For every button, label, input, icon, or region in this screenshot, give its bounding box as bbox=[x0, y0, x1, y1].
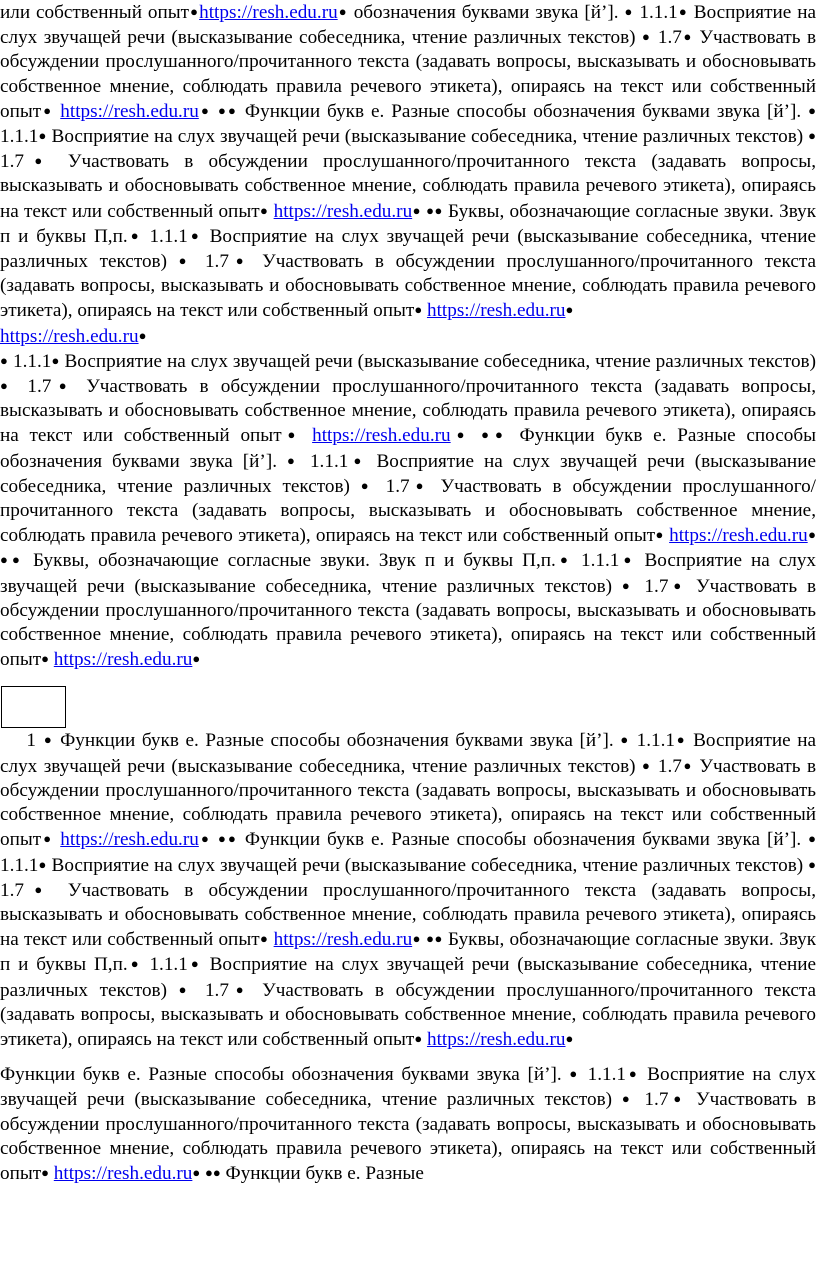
bullet-icon: ● bbox=[655, 527, 664, 543]
resh-link[interactable]: https://resh.edu.ru bbox=[53, 649, 193, 671]
bullet-icon: ● bbox=[337, 4, 348, 19]
text-run: 1.1.1 bbox=[0, 126, 39, 148]
bullet-icon: ● bbox=[51, 352, 60, 368]
resh-link[interactable]: https://resh.edu.ru bbox=[60, 100, 199, 122]
text-run: 1.1.1 bbox=[633, 2, 678, 23]
bullet-icon: ● bbox=[565, 302, 574, 318]
bullet-icon: ● bbox=[426, 931, 435, 947]
text-run: Участвовать в обсуждении прослушанного/прочитанного текста (задавать вопросы, высказывать и обосновывать собственное мнение, соблюдать правила речевого этикета), опираясь на текст или собственный опыт bbox=[0, 251, 816, 322]
text-run: Восприятие на слух звучащей речи (высказывание собеседника, чтение различных текстов) bbox=[46, 126, 809, 148]
text-run: Функции букв е. Разные способы обозначения буквами звука [й’]. bbox=[237, 100, 809, 122]
resh-link[interactable]: https://resh.edu.ru bbox=[0, 325, 139, 347]
text-run: 1.7 bbox=[374, 475, 410, 497]
bullet-icon: ● bbox=[412, 202, 421, 218]
bullet-icon: ● bbox=[450, 427, 471, 443]
resh-link[interactable]: https://resh.edu.ru bbox=[60, 829, 199, 851]
bullet-icon: ● bbox=[178, 981, 194, 997]
bullet-icon: ● bbox=[808, 102, 816, 118]
bullet-icon: ● bbox=[808, 856, 816, 872]
text-run: Участвовать в обсуждении прослушанного/прочитанного текста (задавать вопросы, высказывать и обосновывать собственное мнение, соблюдать правила речевого этикета), опираясь на текст или собственный опыт bbox=[0, 575, 816, 671]
bullet-icon: ● bbox=[807, 527, 816, 543]
resh-link[interactable]: https://resh.edu.ru bbox=[426, 1028, 566, 1050]
text-run: 1.1.1 bbox=[580, 1064, 627, 1086]
text-run: Участвовать в обсуждении прослушанного/прочитанного текста (задавать вопросы, высказывать и обосновывать собственное мнение, соблюдать правила речевого этикета), опираясь на текст или собственный опыт bbox=[0, 879, 816, 951]
bullet-icon: ● bbox=[178, 253, 194, 269]
spacer bbox=[0, 1052, 816, 1062]
bullet-icon: ● bbox=[0, 352, 9, 368]
text-run: Буквы, обозначающие согласные звуки. Звук п и буквы П,п. bbox=[24, 550, 556, 572]
bullet-icon: ● bbox=[494, 427, 509, 443]
bullet-icon: ● bbox=[227, 831, 238, 847]
text-run bbox=[211, 101, 218, 122]
text-run: 1.7 bbox=[651, 27, 682, 49]
bullet-icon: ● bbox=[0, 552, 13, 568]
bullet-icon: ● bbox=[808, 128, 816, 144]
bullet-icon: ● bbox=[38, 128, 47, 144]
bullet-icon: ● bbox=[555, 552, 573, 568]
bullet-icon: ● bbox=[259, 202, 269, 218]
resh-link[interactable]: https://resh.edu.ru bbox=[312, 425, 451, 447]
bullet-icon: ● bbox=[23, 153, 53, 169]
bullet-icon: ● bbox=[426, 202, 435, 218]
text-run: Участвовать в обсуждении прослушанного/прочитанного текста (задавать вопросы, высказывать и обосновывать собственное мнение, соблюдать правила речевого этикета), опираясь на текст или собственный опыт bbox=[0, 151, 816, 222]
bullet-icon: ● bbox=[626, 1066, 640, 1082]
text-run: Восприятие на слух звучащей речи (высказывание собеседника, чтение различных текстов) bbox=[59, 350, 816, 372]
bullet-icon: ● bbox=[414, 302, 423, 318]
empty-table-cell bbox=[1, 686, 66, 728]
bullet-icon: ● bbox=[41, 831, 54, 847]
text-run: Участвовать в обсуждении прослушанного/прочитанного текста (задавать вопросы, высказывать и обосновывать собственное мнение, соблюдать правила речевого этикета), опираясь на текст или собственный опыт bbox=[0, 376, 816, 447]
bullet-icon: ● bbox=[412, 931, 421, 947]
bullet-icon: ● bbox=[681, 757, 693, 773]
bullet-icon: ● bbox=[434, 202, 443, 218]
paragraph-5 bbox=[0, 1062, 816, 1186]
bullet-icon: ● bbox=[409, 477, 430, 493]
text-run: Участвовать в обсуждении прослушанного/прочитанного текста (задавать вопросы, высказывать и обосновывать собственное мнение, соблюдать правила речевого этикета), опираясь на текст или собственный опыт bbox=[0, 475, 816, 547]
bullet-icon: ● bbox=[228, 981, 251, 997]
text-run: Восприятие на слух звучащей речи (высказывание собеседника, чтение различных текстов) bbox=[0, 1064, 816, 1111]
bullet-icon: ● bbox=[624, 4, 634, 19]
text-run: 1.1.1 bbox=[629, 730, 675, 752]
bullet-icon: ● bbox=[360, 477, 375, 493]
resh-link[interactable]: https://resh.edu.ru bbox=[426, 300, 566, 322]
bullet-icon: ● bbox=[41, 102, 54, 118]
bullet-icon: ● bbox=[286, 452, 300, 468]
bullet-icon: ● bbox=[217, 831, 228, 847]
text-run: 1.7 bbox=[634, 575, 669, 597]
bullet-icon: ● bbox=[668, 577, 687, 593]
text-run: 1.7 bbox=[193, 979, 229, 1001]
bullet-icon: ● bbox=[12, 552, 25, 568]
bullet-icon: ● bbox=[621, 577, 635, 593]
text-run: Функции букв е. Разные bbox=[220, 1162, 424, 1184]
bullet-icon: ● bbox=[127, 956, 142, 972]
text-run: Восприятие на слух звучащей речи (высказывание собеседника, чтение различных текстов) bbox=[0, 2, 816, 49]
resh-link[interactable]: https://resh.edu.ru bbox=[273, 200, 413, 222]
text-run: 1.7 bbox=[0, 151, 24, 173]
text-run: 1.7 bbox=[0, 879, 24, 901]
bullet-icon: ● bbox=[23, 881, 53, 897]
paragraph-1 bbox=[0, 0, 816, 324]
bullet-icon: ● bbox=[620, 732, 630, 748]
resh-link[interactable]: https://resh.edu.ru bbox=[199, 2, 338, 23]
bullet-icon: ● bbox=[41, 1164, 49, 1180]
resh-link[interactable]: https://resh.edu.ru bbox=[669, 525, 808, 547]
text-run bbox=[470, 425, 481, 446]
bullet-icon: ● bbox=[677, 4, 688, 19]
text-run: 1.7 bbox=[15, 376, 52, 398]
bullet-icon: ● bbox=[127, 227, 142, 243]
bullet-icon: ● bbox=[38, 856, 47, 872]
bullet-icon: ● bbox=[187, 227, 202, 243]
bullet-icon: ● bbox=[259, 931, 269, 947]
bullet-icon: ● bbox=[51, 378, 75, 394]
text-run: 1.7 bbox=[634, 1089, 669, 1111]
text-run: 1.7 bbox=[193, 251, 229, 273]
bullet-icon: ● bbox=[281, 427, 302, 443]
text-run: 1.1.1 bbox=[300, 450, 349, 472]
bullet-icon: ● bbox=[808, 831, 816, 847]
bullet-icon: ● bbox=[348, 452, 367, 468]
list-number: 1 bbox=[26, 730, 36, 752]
bullet-icon: ● bbox=[565, 1030, 574, 1046]
bullet-icon: ● bbox=[569, 1066, 580, 1082]
bullet-icon: ● bbox=[187, 956, 202, 972]
text-run: 1.1.1 bbox=[8, 350, 52, 372]
bullet-icon: ● bbox=[212, 1164, 221, 1180]
text-run: Буквы, обозначающие согласные звуки. Звук п и буквы П,п. bbox=[0, 929, 816, 976]
bullet-icon: ● bbox=[42, 732, 54, 748]
text-run: Функции букв е. Разные способы обозначения буквами звука [й’]. bbox=[237, 829, 809, 851]
text-run: Участвовать в обсуждении прослушанного/прочитанного текста (задавать вопросы, высказывать и обосновывать собственное мнение, соблюдать правила речевого этикета), опираясь на текст или собственный опыт bbox=[0, 1089, 816, 1184]
text-run: Функции букв е. Разные способы обозначения буквами звука [й’]. bbox=[0, 425, 816, 472]
bullet-icon: ● bbox=[192, 651, 201, 667]
bullet-icon: ● bbox=[641, 29, 652, 45]
text-run: Восприятие на слух звучащей речи (высказывание собеседника, чтение различных текстов) bbox=[0, 225, 816, 273]
bullet-icon: ● bbox=[641, 757, 652, 773]
bullet-icon: ● bbox=[619, 552, 636, 568]
bullet-icon: ● bbox=[668, 1091, 687, 1107]
text-run: Участвовать в обсуждении прослушанного/прочитанного текста (задавать вопросы, высказывать и обосновывать собственное мнение, соблюдать правила речевого этикета), опираясь на текст или собственный опыт bbox=[0, 979, 816, 1050]
text-run: Восприятие на слух звучащей речи (высказывание собеседника, чтение различных текстов) bbox=[0, 550, 816, 597]
bullet-icon: ● bbox=[192, 1164, 201, 1180]
bullet-icon: ● bbox=[198, 102, 211, 118]
text-run: 1.1.1 bbox=[141, 954, 188, 976]
bullet-icon: ● bbox=[434, 931, 443, 947]
text-run: 1.1.1 bbox=[141, 225, 188, 247]
resh-link[interactable]: https://resh.edu.ru bbox=[53, 1162, 193, 1184]
text-run: обозначения буквами звука [й’]. bbox=[347, 2, 625, 23]
text-run bbox=[211, 829, 218, 850]
bullet-icon: ● bbox=[138, 327, 147, 343]
text-run: или собственный опыт bbox=[0, 2, 190, 23]
bullet-icon: ● bbox=[481, 427, 495, 443]
bullet-icon: ● bbox=[228, 253, 251, 269]
bullet-icon: ● bbox=[189, 4, 200, 19]
paragraph-4 bbox=[0, 728, 816, 1052]
text-run: Восприятие на слух звучащей речи (высказывание собеседника, чтение различных текстов) bbox=[0, 954, 816, 1001]
resh-link[interactable]: https://resh.edu.ru bbox=[273, 929, 413, 951]
text-run: Буквы, обозначающие согласные звуки. Звук п и буквы П,п. bbox=[0, 200, 816, 247]
bullet-icon: ● bbox=[414, 1030, 423, 1046]
bullet-icon: ● bbox=[621, 1091, 635, 1107]
text-run: Восприятие на слух звучащей речи (высказывание собеседника, чтение различных текстов) bbox=[0, 730, 816, 777]
text-run: 1.1.1 bbox=[572, 550, 620, 572]
paragraph-3 bbox=[0, 349, 816, 673]
bullet-icon: ● bbox=[41, 651, 49, 667]
text-run: Участвовать в обсуждении прослушанного/прочитанного текста (задавать вопросы, высказывать и обосновывать собственное мнение, соблюдать правила речевого этикета), опираясь на текст или собственный опыт bbox=[0, 755, 816, 851]
bullet-icon: ● bbox=[198, 831, 211, 847]
bullet-icon: ● bbox=[205, 1164, 213, 1180]
paragraph-2 bbox=[0, 324, 816, 349]
bullet-icon: ● bbox=[674, 732, 687, 748]
text-run: 1.7 bbox=[651, 755, 682, 777]
bullet-icon: ● bbox=[0, 378, 16, 394]
text-run: Восприятие на слух звучащей речи (высказывание собеседника, чтение различных текстов) bbox=[0, 450, 816, 497]
text-run: Восприятие на слух звучащей речи (высказывание собеседника, чтение различных текстов) bbox=[46, 854, 809, 876]
text-run: Функции букв е. Разные способы обозначения буквами звука [й’]. bbox=[53, 730, 621, 752]
bullet-icon: ● bbox=[217, 102, 228, 118]
bullet-icon: ● bbox=[227, 102, 238, 118]
text-run: Участвовать в обсуждении прослушанного/прочитанного текста (задавать вопросы, высказывать и обосновывать собственное мнение, соблюдать правила речевого этикета), опираясь на текст или собственный опыт bbox=[0, 27, 816, 122]
text-run: 1.1.1 bbox=[0, 854, 39, 876]
bullet-icon: ● bbox=[681, 29, 693, 45]
text-run: Функции букв е. Разные способы обозначения буквами звука [й’]. bbox=[0, 1064, 570, 1086]
text-run bbox=[301, 425, 312, 446]
